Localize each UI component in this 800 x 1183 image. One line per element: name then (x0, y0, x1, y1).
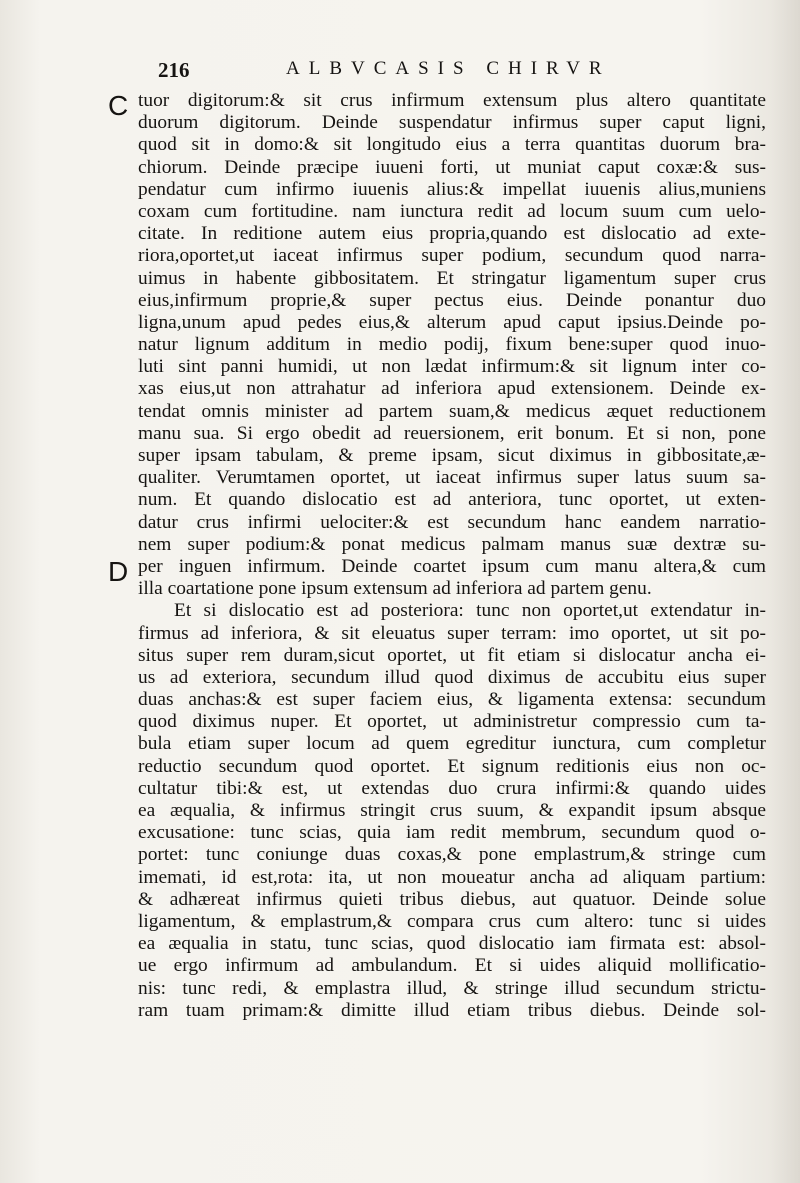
text-line: tuor digitorum:& sit crus infirmum extensum plus altero quantitate (138, 90, 766, 111)
text-line: xas eius,ut non attrahatur ad inferiora apud extensionem. Deinde ex- (138, 378, 766, 400)
text-line: reductio secundum quod oportet. Et signum reditionis eius non oc- (138, 755, 766, 777)
text-line: super ipsam tabulam, & preme ipsam, sicut diximus in gibbositate,æ- (138, 445, 766, 466)
text-line: ea æqualia, & infirmus stringit crus suum, & expandit ipsum absque (138, 800, 766, 821)
text-line: num. Et quando dislocatio est ad anteriora, tunc oportet, ut exten- (138, 489, 766, 511)
text-line: riora,oportet,ut iaceat infirmus super podium, secundum quod narra- (138, 245, 766, 267)
text-line: cultatur tibi:& est, ut extendas duo crura infirmi:& quando uides (138, 777, 766, 799)
text-line: nem super podium:& ponat medicus palmam manus suæ dextræ su- (138, 533, 766, 555)
margin-letter-d: D (108, 556, 129, 587)
page-number: 216 (158, 58, 190, 82)
text-line: per inguen infirmum. Deinde coartet ipsum cum manu altera,& cum (138, 555, 766, 577)
text-line: ram tuam primam:& dimitte illud etiam tribus diebus. Deinde sol- (138, 999, 766, 1021)
text-line: imemati, id est,rota: ita, ut non moueatur ancha ad aliquam partium: (138, 866, 766, 888)
text-line: us ad exteriora, secundum illud quod diximus de accubitu eius super (138, 666, 766, 688)
text-line: manu sua. Si ergo obedit ad reuersionem, erit bonum. Et si non, pone (138, 422, 766, 444)
text-line: luti sint panni humidi, ut non lædat infirmum:& sit lignum inter co- (138, 356, 766, 378)
text-line: ligamentum, & emplastrum,& compara crus cum altero: tunc si uides (138, 910, 766, 932)
running-title: ALBVCASIS CHIRVR (286, 58, 611, 79)
text-line: & adhæreat infirmus quieti tribus diebus, aut quatuor. Deinde solue (138, 888, 766, 910)
body-text (138, 90, 766, 1022)
text-line: Et si dislocatio est ad posteriora: tunc non oportet,ut extendatur in- (174, 600, 766, 622)
text-line: citate. In reditione autem eius propria,quando est dislocatio ad exte- (138, 223, 766, 245)
text-line: tendat omnis minister ad partem suam,& medicus æquet reductionem (138, 400, 766, 422)
text-line: ue ergo infirmum ad ambulandum. Et si uides aliquid mollificatio- (138, 955, 766, 977)
text-line: duorum digitorum. Deinde suspendatur infirmus super caput ligni, (138, 112, 766, 134)
text-line: uimus in habente gibbositatem. Et stringatur ligamentum super crus (138, 267, 766, 289)
text-line: quod diximus nuper. Et oportet, ut administretur compressio cum ta- (138, 711, 766, 733)
running-header (158, 58, 758, 86)
text-line: coxam cum fortitudine. nam iunctura redit ad locum suum cum uelo- (138, 200, 766, 222)
text-line: eius,infirmum proprie,& super pectus eius. Deinde ponantur duo (138, 289, 766, 311)
text-line: nis: tunc redi, & emplastra illud, & stringe illud secundum strictu- (138, 977, 766, 999)
margin-letter-c: C (108, 90, 129, 121)
text-line: natur lignum additum in medio podij, fixum bene:super quod inuo- (138, 334, 766, 356)
text-line: quod sit in domo:& sit longitudo eius a terra quantitas duorum bra- (138, 134, 766, 156)
text-line: illa coartatione pone ipsum extensum ad inferiora ad partem genu. (138, 578, 652, 600)
text-line: pendatur cum infirmo iuuenis alius:& impellat iuuenis alius,muniens (138, 178, 766, 200)
text-line: excusatione: tunc scias, quia iam redit membrum, secundum quod o- (138, 822, 766, 844)
text-line: firmus ad inferiora, & sit eleuatus super terram: imo oportet, ut sit po- (138, 622, 766, 644)
text-line: portet: tunc coniunge duas coxas,& pone emplastrum,& stringe cum (138, 844, 766, 866)
text-line: ea æqualia in statu, tunc scias, quod dislocatio iam firmata est: absol- (138, 933, 766, 955)
text-line: duas anchas:& est super faciem eius, & ligamenta extensa: secundum (138, 689, 766, 711)
text-line: ligna,unum apud pedes eius,& alterum apud caput ipsius.Deinde po- (138, 311, 766, 333)
text-line: bula etiam super locum ad quem egreditur iunctura, cum completur (138, 733, 766, 755)
text-line: qualiter. Verumtamen oportet, ut iaceat infirmus super latus suum sa- (138, 467, 766, 489)
text-line: situs super rem duram,sicut oportet, ut fit etiam si dislocatur ancha ei- (138, 644, 766, 666)
text-line: datur crus infirmi uelociter:& est secundum hanc eandem narratio- (138, 511, 766, 533)
text-line: chiorum. Deinde præcipe iuueni forti, ut muniat caput coxæ:& sus- (138, 156, 766, 178)
